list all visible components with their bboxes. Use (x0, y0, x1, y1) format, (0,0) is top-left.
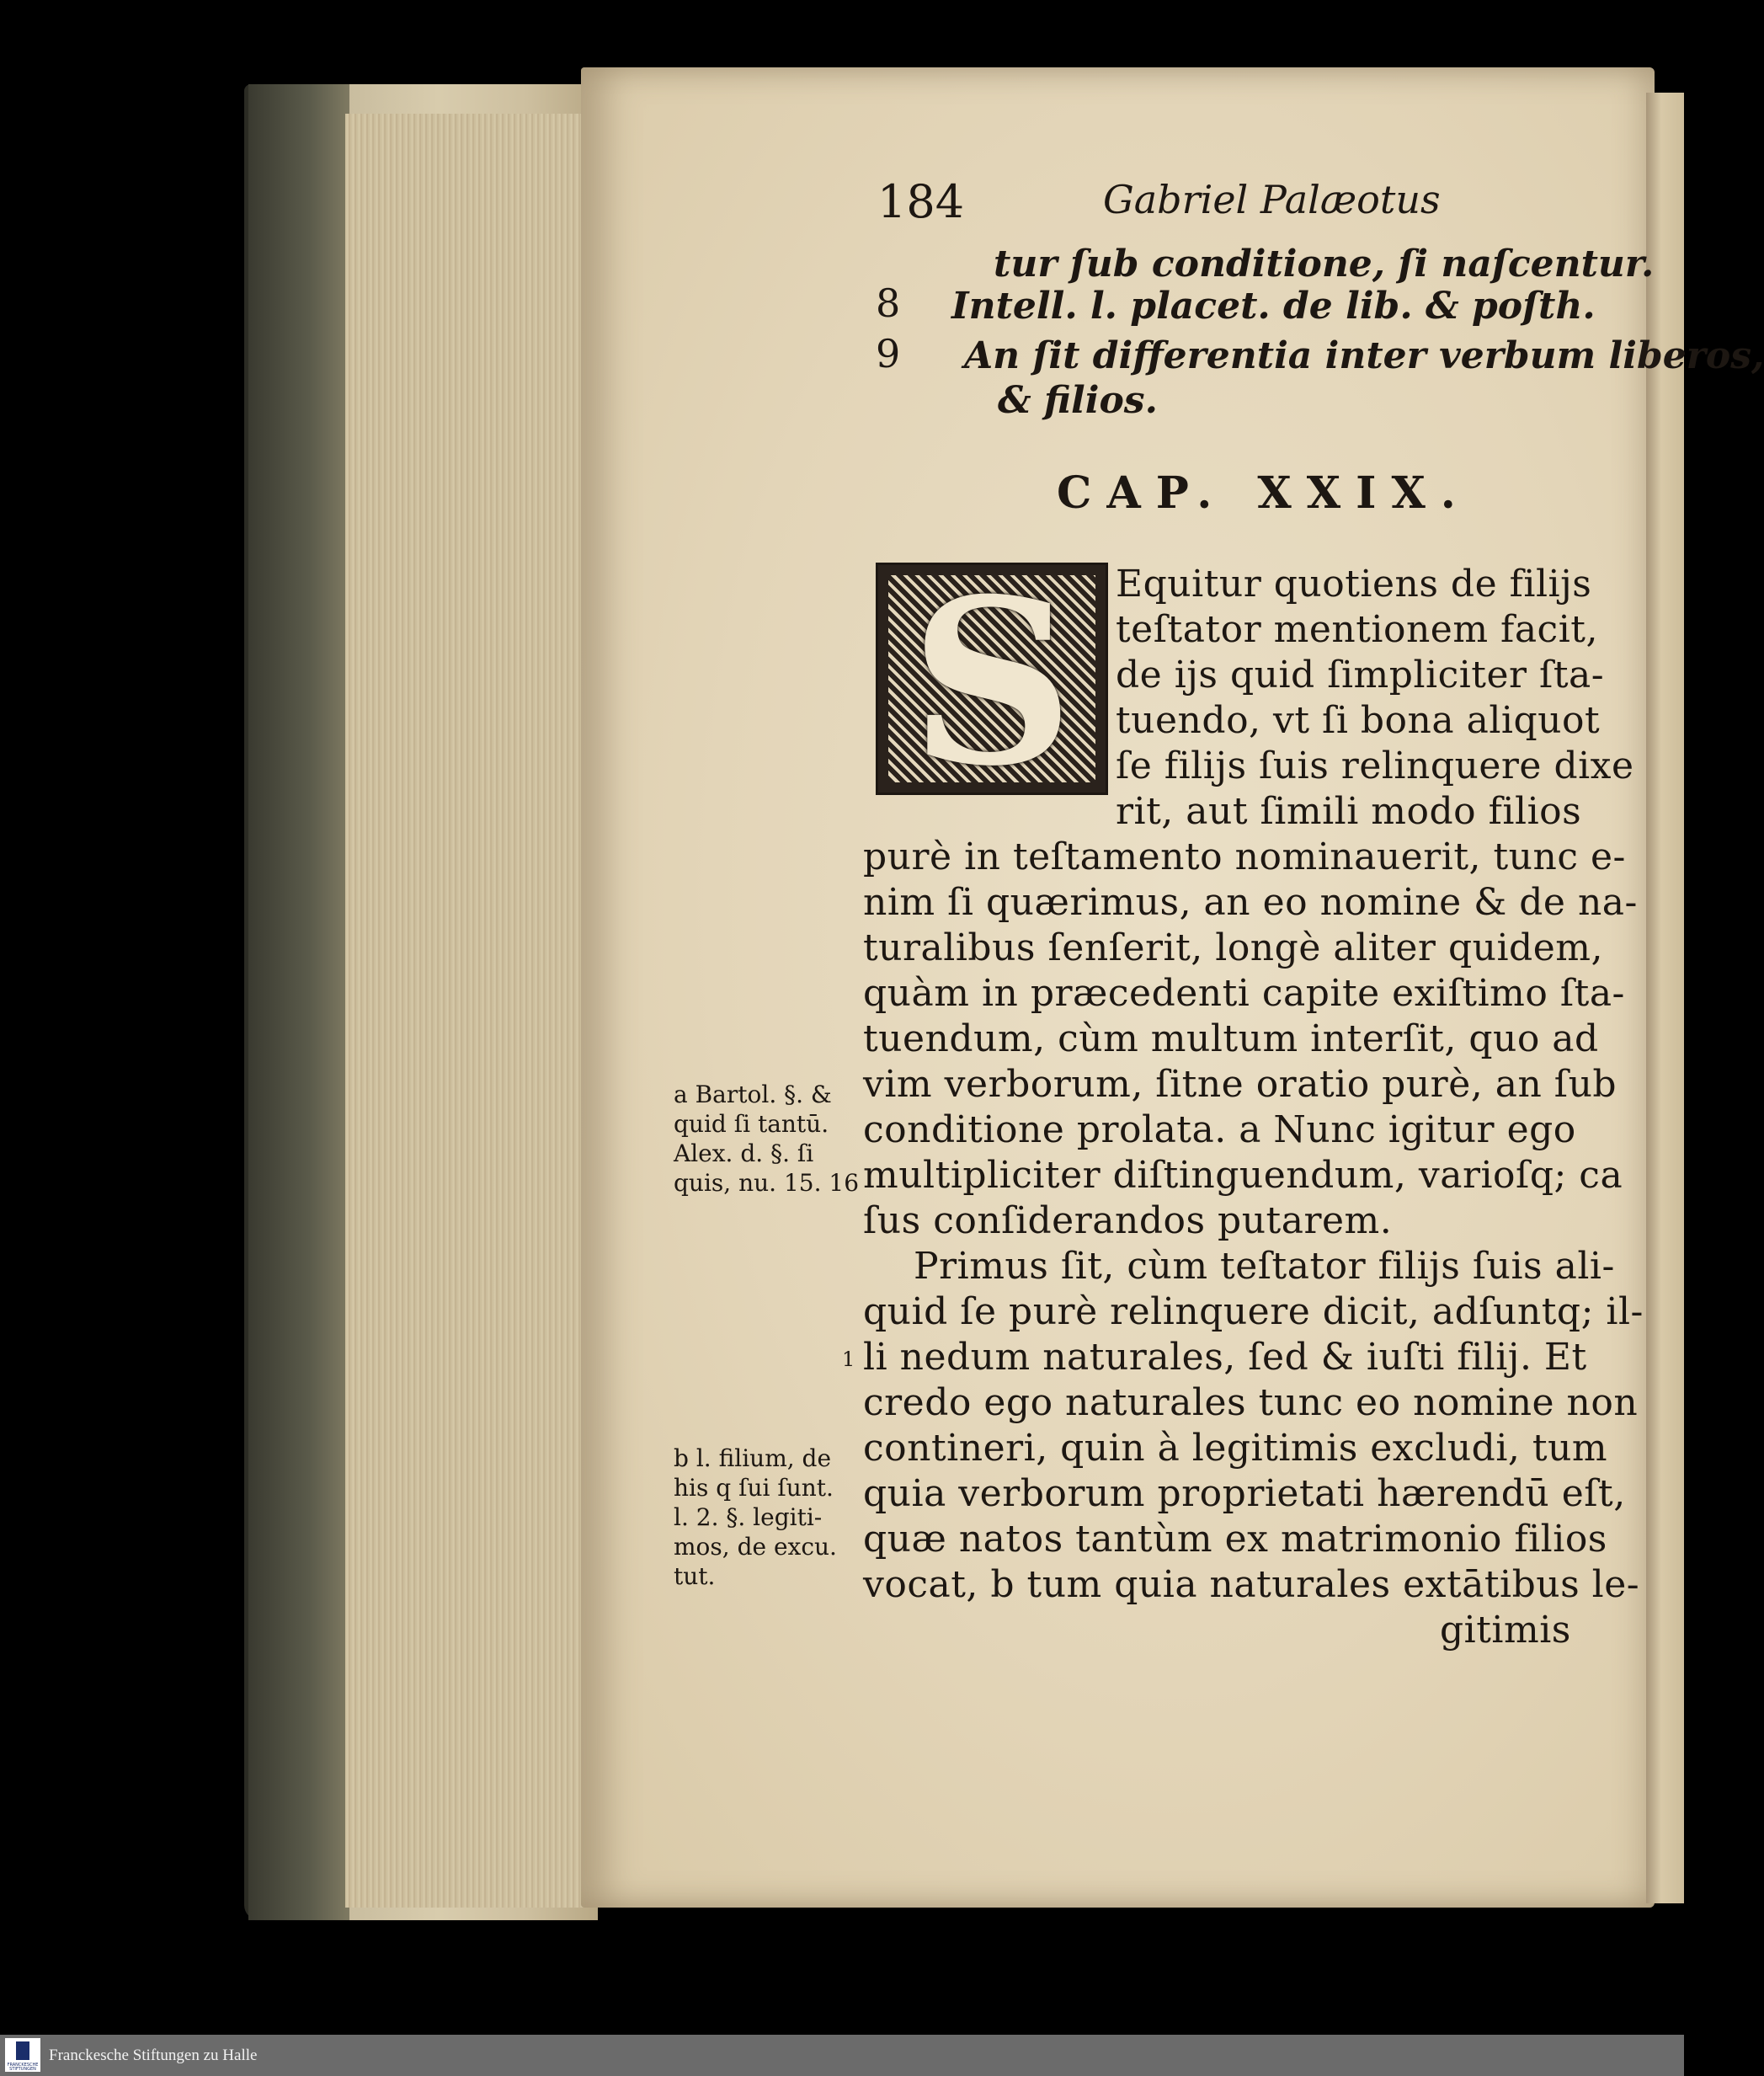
body-line: tuendum, cùm multum interſit, quo ad (863, 1017, 1599, 1060)
body-line: Primus ſit, cùm teſtator filijs ſuis ali- (914, 1245, 1615, 1288)
summary-line: An ſit differentia inter verbum liberos, (964, 334, 1764, 377)
running-title: Gabriel Palæotus (1103, 177, 1441, 222)
body-line: tuendo, vt ſi bona aliquot (1116, 699, 1601, 742)
body-line: quid ſe purè relinquere dicit, adſuntq; il- (863, 1290, 1644, 1333)
initial-letter: S (909, 548, 1074, 816)
footer-bar (0, 2035, 1684, 2076)
body-line: purè in teſtamento nominauerit, tunc e- (863, 835, 1626, 878)
summary-line: Intell. l. placet. de lib. & poſth. (951, 285, 1596, 328)
institution-logo[interactable] (5, 2038, 40, 2072)
body-line: teſtator mentionem facit, (1116, 608, 1598, 651)
body-line: de ijs quid ſimpliciter ſta- (1116, 654, 1605, 696)
margin-note-line: l. 2. §. legiti- (674, 1503, 823, 1531)
margin-note-line: tut. (674, 1562, 716, 1590)
summary-line: tur ſub conditione, ſi naſcentur. (994, 243, 1655, 286)
decorated-initial (876, 548, 1108, 816)
body-line: quàm in præcedenti capite exiſtimo ſta- (863, 972, 1625, 1015)
catchword: gitimis (1440, 1609, 1571, 1652)
margin-note-line: mos, de excu. (674, 1533, 837, 1561)
page-number: 184 (877, 175, 965, 228)
summary-number: 8 (876, 280, 901, 326)
body-line: multipliciter diſtinguendum, varioſq; ca (863, 1154, 1623, 1197)
footer-credit[interactable]: Franckesche Stiftungen zu Halle (49, 2047, 258, 2064)
margin-note-line: a Bartol. §. & (674, 1081, 832, 1108)
logo-mark-icon (16, 2041, 29, 2060)
body-line: conditione prolata. a Nunc igitur ego (863, 1108, 1576, 1151)
margin-note-line: quid ſi tantū. (674, 1110, 829, 1138)
body-line: vim verborum, ſitne oratio purè, an ſub (863, 1063, 1617, 1106)
body-line: rit, aut ſimili modo filios (1116, 790, 1582, 833)
body-line: credo ego naturales tunc eo nomine non (863, 1381, 1639, 1424)
body-line: contineri, quin à legitimis excludi, tum (863, 1427, 1608, 1470)
margin-marker: 1 (842, 1348, 855, 1371)
body-line: ſe filijs ſuis relinquere dixe (1116, 744, 1634, 787)
page-stack-edge (345, 114, 598, 1908)
body-line: vocat, b tum quia naturales extātibus le- (863, 1563, 1640, 1606)
book-spine-side (248, 84, 349, 1920)
body-line: quæ natos tantùm ex matrimonio filios (863, 1518, 1607, 1561)
body-line: li nedum naturales, ſed & iuſti filij. Et (863, 1336, 1587, 1379)
chapter-heading: CAP. XXIX. (1057, 467, 1471, 519)
summary-number: 9 (876, 331, 901, 376)
margin-note-line: quis, nu. 15. 16 (674, 1169, 860, 1197)
logo-text: FRANCKESCHE STIFTUNGEN (7, 2063, 39, 2072)
summary-line: & filios. (998, 379, 1158, 422)
body-line: ſus conſiderandos putarem. (863, 1199, 1393, 1242)
margin-note-line: his q ſui ſunt. (674, 1474, 834, 1502)
body-line: nim ſi quærimus, an eo nomine & de na- (863, 881, 1638, 924)
body-line: quia verborum proprietati hærendū eſt, (863, 1472, 1626, 1515)
body-line: Equitur quotiens de filijs (1116, 563, 1592, 606)
margin-note-line: Alex. d. §. ſi (674, 1139, 814, 1167)
margin-note-line: b l. filium, de (674, 1444, 832, 1472)
body-line: turalibus ſenſerit, longè aliter quidem, (863, 926, 1603, 969)
